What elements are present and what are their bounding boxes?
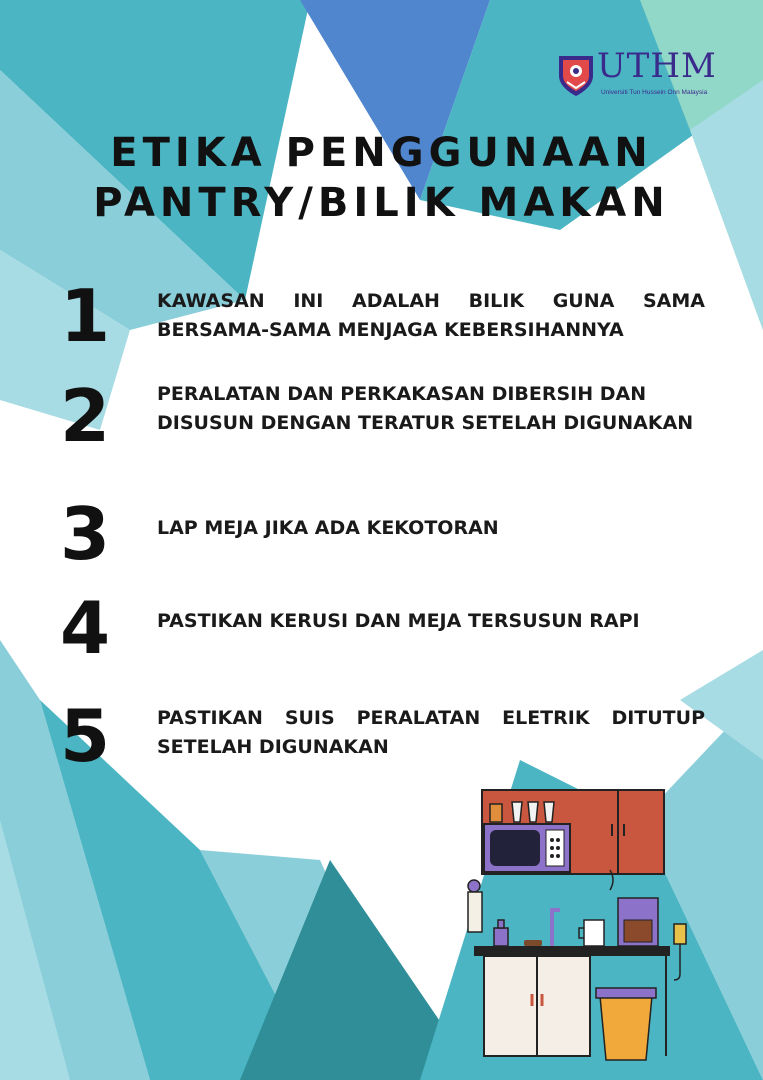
rule-number: 4 — [60, 586, 111, 670]
kitchen-pantry-illustration — [460, 780, 720, 1070]
uthm-shield-icon — [557, 54, 595, 98]
rule-number: 1 — [60, 274, 111, 358]
rule-number: 3 — [60, 492, 111, 576]
rule-text: LAP MEJA JIKA ADA KEKOTORAN — [157, 517, 499, 539]
logo-tagline: Universiti Tun Hussein Onn Malaysia — [601, 89, 708, 96]
rule-text: KAWASAN INI ADALAH BILIK GUNA SAMA BERSAMA-SAMA MENJAGA KEBERSIHANNYA — [157, 290, 705, 341]
logo-brand: UTHM — [597, 46, 717, 86]
rule-text: PASTIKAN KERUSI DAN MEJA TERSUSUN RAPI — [157, 610, 640, 632]
rule-number: 5 — [60, 694, 111, 778]
uthm-logo — [557, 46, 737, 102]
title-line-2: PANTRY/BILIK MAKAN — [93, 180, 670, 226]
rule-number: 2 — [60, 374, 111, 458]
rule-text: PERALATAN DAN PERKAKASAN DIBERSIH DAN DISUSUN DENGAN TERATUR SETELAH DIGUNAKAN — [157, 383, 694, 434]
title-line-1: ETIKA PENGGUNAAN — [110, 130, 653, 176]
page-title — [0, 128, 763, 228]
rule-text: PASTIKAN SUIS PERALATAN ELETRIK DITUTUP SETELAH DIGUNAKAN — [157, 707, 705, 758]
